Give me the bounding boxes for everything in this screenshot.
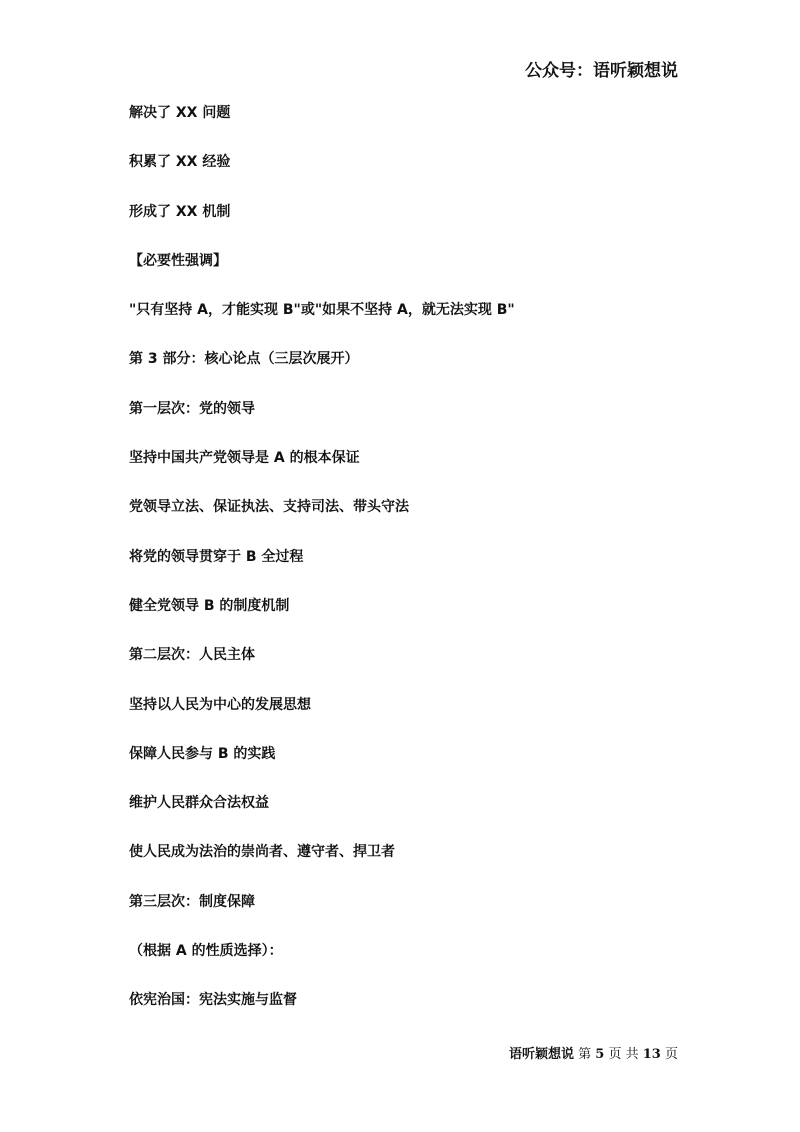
text-line: 维护人民群众合法权益 <box>129 795 269 812</box>
text-line: 将党的领导贯穿于 B 全过程 <box>129 548 304 565</box>
footer-page-middle: 页 共 <box>608 1047 639 1062</box>
subsection-heading: 第二层次：人民主体 <box>129 647 255 664</box>
text-line: （根据 A 的性质选择）： <box>129 943 283 960</box>
subsection-heading: 第一层次：党的领导 <box>129 400 255 417</box>
text-line: "只有坚持 A，才能实现 B"或"如果不坚持 A，就无法实现 B" <box>129 302 515 319</box>
text-line: 解决了 XX 问题 <box>129 105 231 121</box>
footer-page-prefix: 第 <box>578 1047 592 1062</box>
footer-page-total: 13 <box>642 1047 661 1062</box>
text-line: 党领导立法、保证执法、支持司法、带头守法 <box>129 499 409 516</box>
text-line: 坚持中国共产党领导是 A 的根本保证 <box>129 450 360 467</box>
text-line: 使人民成为法治的崇尚者、遵守者、捍卫者 <box>129 844 395 861</box>
subsection-heading: 第三层次：制度保障 <box>129 893 255 910</box>
page-header: 公众号：语听颖想说 <box>525 61 678 81</box>
text-line: 坚持以人民为中心的发展思想 <box>129 696 311 713</box>
text-line: 健全党领导 B 的制度机制 <box>129 597 290 614</box>
text-line: 积累了 XX 经验 <box>129 154 231 171</box>
text-line: 保障人民参与 B 的实践 <box>129 745 276 762</box>
section-heading: 【必要性强调】 <box>129 252 227 269</box>
text-line: 形成了 XX 机制 <box>129 203 231 220</box>
section-heading: 第 3 部分：核心论点（三层次展开） <box>129 351 359 368</box>
text-line: 依宪治国：宪法实施与监督 <box>129 992 297 1009</box>
page-footer <box>509 1046 678 1064</box>
document-body <box>129 103 689 1040</box>
footer-page-current: 5 <box>595 1047 605 1062</box>
footer-brand: 语听颖想说 <box>508 1047 574 1062</box>
footer-page-suffix: 页 <box>664 1047 678 1062</box>
